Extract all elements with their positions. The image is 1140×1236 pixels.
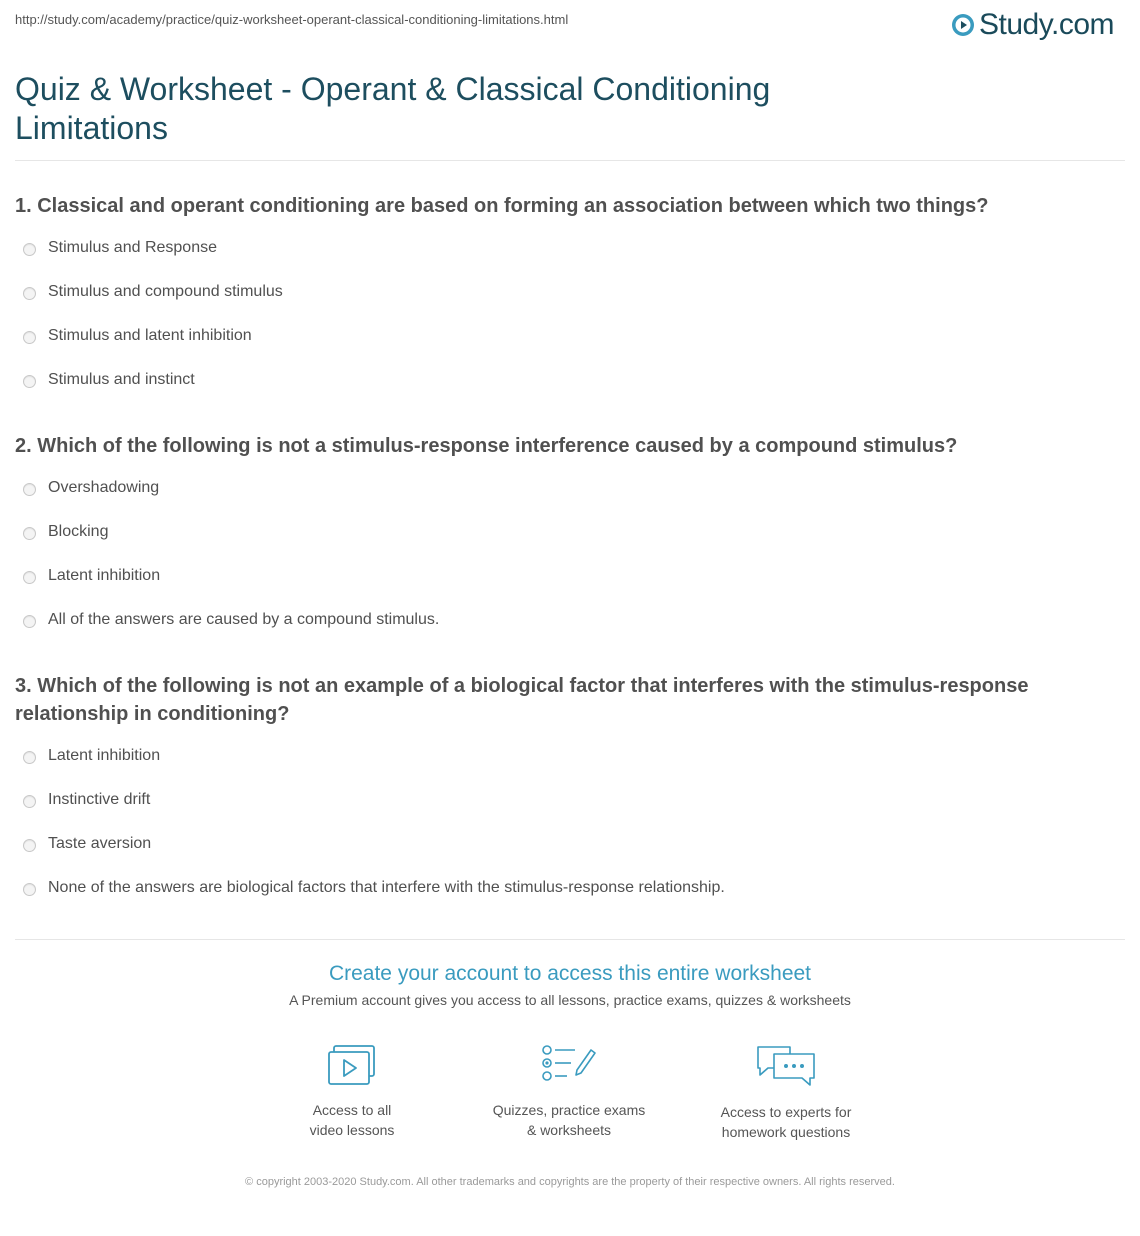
answer-option[interactable] [23,791,725,835]
question-1-options [23,239,283,415]
radio-button[interactable] [23,375,36,388]
divider [15,160,1125,161]
answer-option[interactable] [23,835,725,879]
question-3: 3. Which of the following is not an example of a biological factor that interferes with the stimulus-response relationship in conditioning? [15,675,1029,725]
chat-bubbles-icon [754,1044,818,1088]
answer-option[interactable] [23,611,439,655]
option-label: Instinctive drift [48,791,151,808]
feature-label: Quizzes, practice exams & worksheets [492,1102,646,1138]
answer-option[interactable] [23,239,283,283]
option-label: Stimulus and Response [48,239,217,256]
question-1: 1. Classical and operant conditioning are based on forming an association between which two things? [15,195,989,217]
radio-button[interactable] [23,615,36,628]
question-2: 2. Which of the following is not a stimulus-response interference caused by a compound stimulus? [15,435,958,457]
radio-button[interactable] [23,795,36,808]
radio-button[interactable] [23,243,36,256]
radio-button[interactable] [23,883,36,896]
option-label: Latent inhibition [48,747,161,764]
option-label: Latent inhibition [48,567,161,584]
radio-button[interactable] [23,839,36,852]
quiz-checklist-icon [541,1044,597,1086]
question-3-options [23,747,725,923]
page-title: Quiz & Worksheet - Operant & Classical Conditioning Limitations [15,71,771,146]
option-label: None of the answers are biological factors that interfere with the stimulus-response relationship. [48,879,725,896]
answer-option[interactable] [23,479,439,523]
option-label: Taste aversion [48,835,152,852]
radio-button[interactable] [23,527,36,540]
page-url: http://study.com/academy/practice/quiz-worksheet-operant-classical-conditioning-limitations.html [15,12,569,27]
copyright-footer [0,1172,1140,1191]
radio-button[interactable] [23,571,36,584]
radio-button[interactable] [23,751,36,764]
feature-video-lessons [252,1044,452,1140]
option-label: All of the answers are caused by a compound stimulus. [48,611,440,628]
answer-option[interactable] [23,747,725,791]
question-2-options [23,479,439,655]
copyright-text: © copyright 2003-2020 Study.com. All other trademarks and copyrights are the property of their respective owners. All rights reserved. [245,1176,895,1188]
create-account-link[interactable]: Create your account to access this entire worksheet [328,962,812,985]
answer-option[interactable] [23,283,283,327]
option-label: Stimulus and compound stimulus [48,283,283,300]
radio-button[interactable] [23,287,36,300]
play-logo-icon [951,13,975,37]
answer-option[interactable] [23,523,439,567]
answer-option[interactable] [23,879,725,923]
premium-description: A Premium account gives you access to all lessons, practice exams, quizzes & worksheets [289,992,851,1008]
study-logo[interactable] [951,8,1114,42]
answer-option[interactable] [23,371,283,415]
answer-option[interactable] [23,327,283,371]
option-label: Stimulus and latent inhibition [48,327,252,344]
option-label: Overshadowing [48,479,160,496]
feature-quizzes [469,1044,669,1140]
feature-label: Access to all video lessons [309,1102,395,1138]
answer-option[interactable] [23,567,439,611]
radio-button[interactable] [23,483,36,496]
option-label: Stimulus and instinct [48,371,195,388]
feature-experts [686,1044,886,1142]
radio-button[interactable] [23,331,36,344]
feature-label: Access to experts for homework questions [720,1104,852,1140]
logo-text: Study.com [979,8,1114,41]
divider [15,939,1125,940]
video-lessons-icon [327,1044,377,1086]
option-label: Blocking [48,523,109,540]
